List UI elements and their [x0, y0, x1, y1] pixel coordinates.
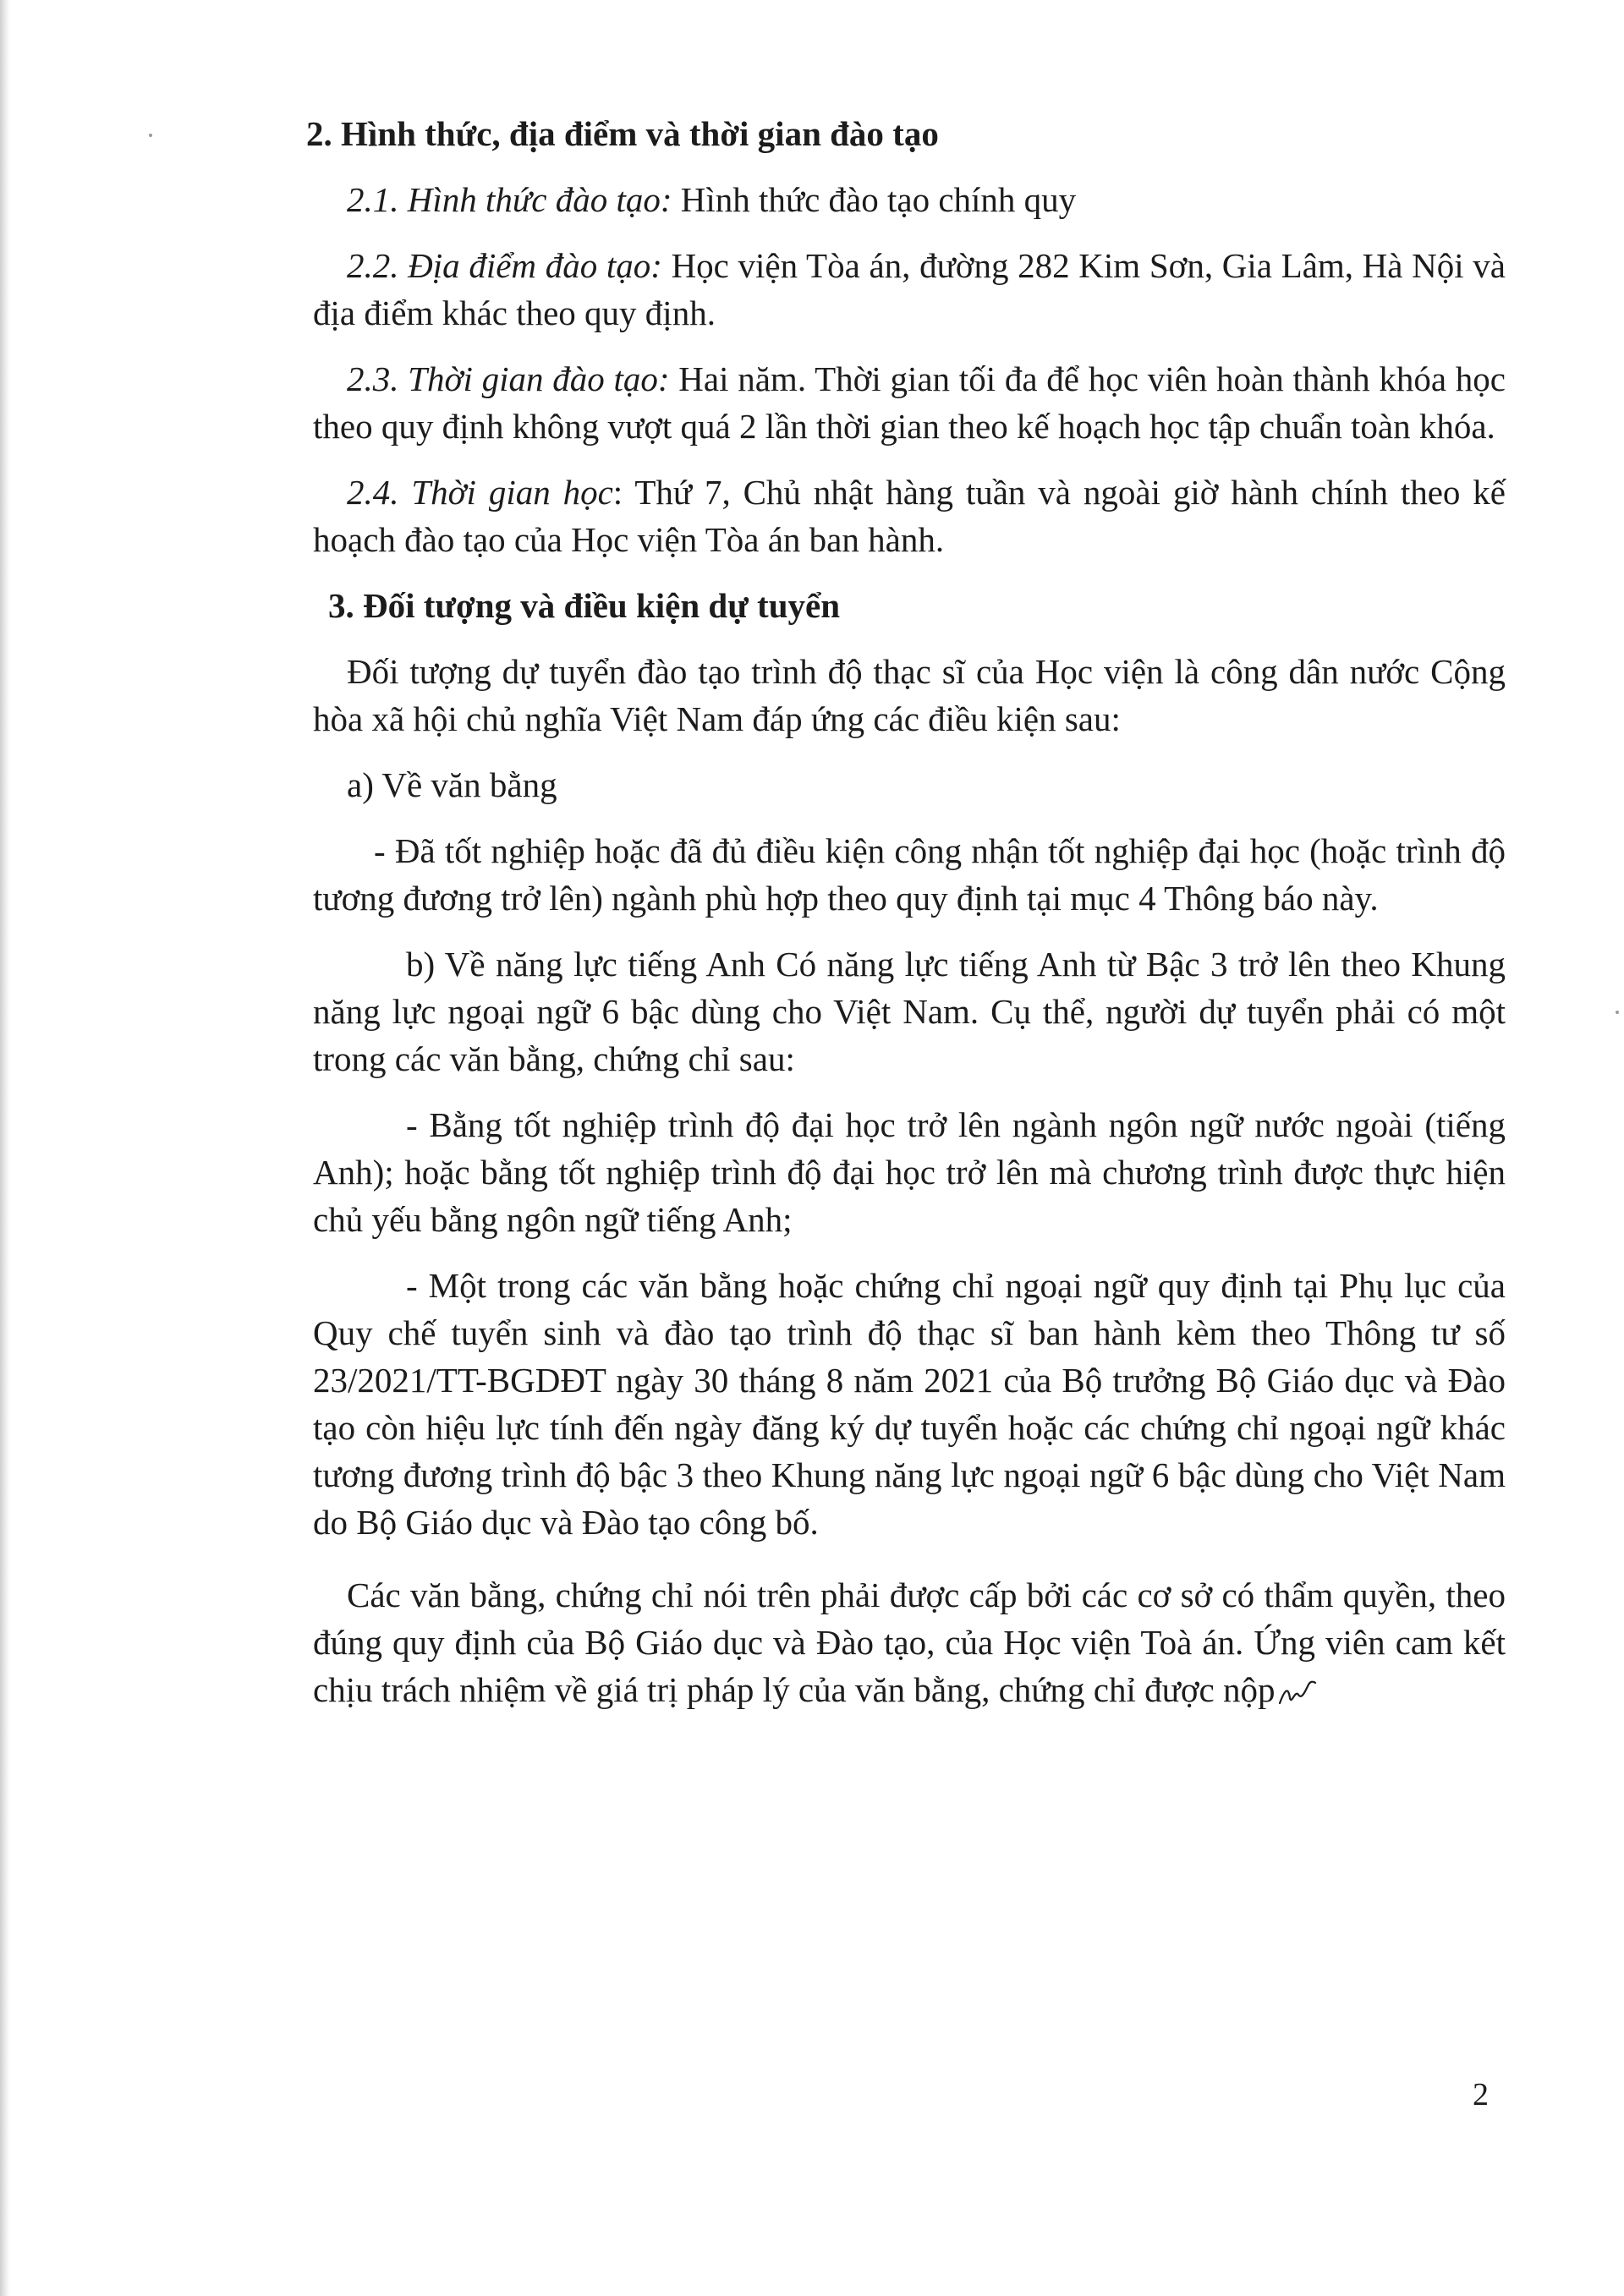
item-2-2-label: 2.2. Địa điểm đào tạo:: [347, 246, 662, 285]
item-2-4: [313, 469, 1506, 563]
item-2-4-label: 2.4. Thời gian học: [347, 473, 613, 512]
section-2-heading: 2. Hình thức, địa điểm và thời gian đào tạo: [306, 114, 939, 153]
item-2-1: [313, 176, 1506, 223]
item-2-2-text: Học viện Tòa án, đường 282 Kim Sơn, Gia Lâm, Hà Nội và địa điểm khác theo quy định.: [313, 246, 1506, 332]
initials-mark-icon: [1276, 1678, 1317, 1708]
item-2-4-text: : Thứ 7, Chủ nhật hàng tuần và ngoài giờ hành chính theo kế hoạch đào tạo của Học viện Tòa án ban hành.: [313, 473, 1506, 559]
criterion-b-item-2: - Một trong các văn bằng hoặc chứng chỉ ngoại ngữ quy định tại Phụ lục của Quy chế tuyển sinh và đào tạo trình độ thạc sĩ ban hành kèm theo Thông tư số 23/2021/TT-BGDĐT ngày 30 tháng 8 năm 2021 của Bộ trưởng Bộ Giáo dục và Đào tạo còn hiệu lực tính đến ngày đăng ký dự tuyển hoặc các chứng chỉ ngoại ngữ khác tương đương trình độ bậc 3 theo Khung năng lực ngoại ngữ 6 bậc dùng cho Việt Nam do Bộ Giáo dục và Đào tạo công bố.: [313, 1266, 1506, 1542]
item-2-3: [313, 355, 1506, 450]
closing-text: Các văn bằng, chứng chỉ nói trên phải được cấp bởi các cơ sở có thẩm quyền, theo đúng quy định của Bộ Giáo dục và Đào tạo, của Học viện Toà án. Ứng viên cam kết chịu trách nhiệm về giá trị pháp lý của văn bằng, chứng chỉ được nộp: [313, 1575, 1506, 1709]
item-2-3-label: 2.3. Thời gian đào tạo:: [347, 359, 670, 398]
item-2-2: [313, 242, 1506, 337]
section-3-heading: 3. Đối tượng và điều kiện dự tuyển: [328, 586, 841, 625]
criterion-a-item-1: - Đã tốt nghiệp hoặc đã đủ điều kiện công nhận tốt nghiệp đại học (hoặc trình độ tương đương trở lên) ngành phù hợp theo quy định tại mục 4 Thông báo này.: [313, 831, 1506, 918]
scan-edge: [0, 0, 10, 2296]
item-2-1-text: Hình thức đào tạo chính quy: [672, 180, 1077, 219]
section-3-intro: Đối tượng dự tuyển đào tạo trình độ thạc sĩ của Học viện là công dân nước Cộng hòa xã hội chủ nghĩa Việt Nam đáp ứng các điều kiện sau:: [313, 652, 1506, 738]
criterion-b-text: b) Về năng lực tiếng Anh Có năng lực tiếng Anh từ Bậc 3 trở lên theo Khung năng lực ngoại ngữ 6 bậc dùng cho Việt Nam. Cụ thể, người dự tuyển phải có một trong các văn bằng, chứng chỉ sau:: [313, 945, 1506, 1078]
document-page: [306, 110, 1506, 1713]
closing-paragraph: [313, 1571, 1506, 1713]
item-2-3-text: Hai năm. Thời gian tối đa để học viên hoàn thành khóa học theo quy định không vượt quá 2 lần thời gian theo kế hoạch học tập chuẩn toàn khóa.: [313, 359, 1506, 446]
criterion-b-item-1: - Bằng tốt nghiệp trình độ đại học trở lên ngành ngôn ngữ nước ngoài (tiếng Anh); hoặc bằng tốt nghiệp trình độ đại học trở lên mà chương trình được thực hiện chủ yếu bằng ngôn ngữ tiếng Anh;: [313, 1105, 1506, 1239]
criterion-a-title: a) Về văn bằng: [347, 765, 557, 804]
item-2-1-label: 2.1. Hình thức đào tạo:: [347, 180, 672, 219]
page-number: 2: [1473, 2077, 1489, 2112]
scan-speck: [149, 134, 152, 137]
scan-speck: [1616, 1011, 1619, 1014]
